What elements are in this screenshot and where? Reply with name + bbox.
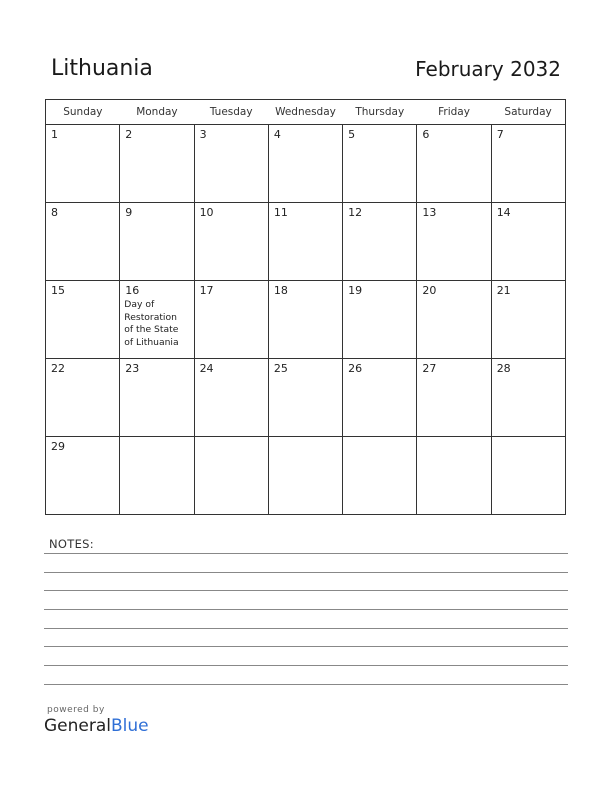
day-cell[interactable]: [491, 437, 565, 515]
weekday-thursday: Thursday: [343, 100, 417, 125]
day-cell[interactable]: [120, 359, 194, 437]
weekday-saturday: Saturday: [491, 100, 565, 125]
day-number: [417, 437, 490, 440]
day-number: [269, 437, 342, 440]
day-cell[interactable]: [343, 281, 417, 359]
holiday-label-line: of the State: [124, 324, 179, 335]
day-cell[interactable]: [491, 359, 565, 437]
day-number: 25: [273, 362, 288, 375]
day-number: 7: [496, 128, 504, 141]
day-number: 22: [51, 362, 65, 375]
day-number: [195, 437, 268, 440]
day-number: 24: [199, 362, 214, 375]
day-number: 28: [496, 362, 511, 375]
weekday-wednesday: Wednesday: [268, 100, 342, 125]
day-cell[interactable]: [194, 359, 268, 437]
day-cell[interactable]: [268, 281, 342, 359]
holiday-label: [120, 297, 193, 349]
week-row: [46, 437, 566, 515]
week-row: [46, 203, 566, 281]
day-cell[interactable]: [268, 125, 342, 203]
day-number: 19: [348, 284, 363, 297]
day-cell[interactable]: [268, 359, 342, 437]
day-number: 13: [422, 206, 437, 219]
notes-line: [44, 553, 568, 554]
day-number: 3: [199, 128, 207, 141]
notes-line: [44, 590, 568, 591]
holiday-label-line: Day of: [124, 299, 155, 310]
day-number: 21: [496, 284, 511, 297]
powered-by-text: powered by: [47, 705, 105, 715]
weekday-tuesday: Tuesday: [194, 100, 268, 125]
day-number: 26: [348, 362, 363, 375]
notes-line: [44, 572, 568, 573]
day-number: 20: [422, 284, 437, 297]
day-number: 9: [125, 206, 133, 219]
day-cell[interactable]: [120, 125, 194, 203]
day-number: 5: [348, 128, 356, 141]
day-cell[interactable]: [46, 437, 120, 515]
day-cell[interactable]: [194, 281, 268, 359]
day-cell[interactable]: [46, 125, 120, 203]
day-cell[interactable]: [268, 203, 342, 281]
day-number: 14: [496, 206, 511, 219]
notes-line: [44, 665, 568, 666]
brand-blue: Blue: [111, 716, 149, 736]
calendar-grid: [45, 99, 566, 515]
holiday-label-line: Restoration: [124, 311, 177, 323]
day-number: 16: [125, 284, 140, 297]
day-number: [120, 437, 193, 440]
day-cell[interactable]: [491, 125, 565, 203]
day-number: 17: [199, 284, 214, 297]
notes-line: [44, 609, 568, 610]
day-cell[interactable]: [417, 281, 491, 359]
day-cell[interactable]: [120, 281, 194, 359]
day-number: 27: [422, 362, 437, 375]
day-number: [343, 437, 416, 440]
weekday-header-row: [46, 100, 566, 125]
day-cell[interactable]: [46, 359, 120, 437]
holiday-label-line: of Lithuania: [124, 336, 179, 348]
day-cell[interactable]: [343, 125, 417, 203]
day-cell[interactable]: [417, 359, 491, 437]
day-number: 23: [125, 362, 140, 375]
brand-logo: [44, 716, 149, 736]
day-cell[interactable]: [491, 281, 565, 359]
day-number: 11: [273, 206, 288, 219]
day-cell[interactable]: [46, 281, 120, 359]
day-number: 4: [273, 128, 281, 141]
notes-line: [44, 628, 568, 629]
day-cell[interactable]: [194, 437, 268, 515]
day-cell[interactable]: [120, 203, 194, 281]
weekday-monday: Monday: [120, 100, 194, 125]
week-row: [46, 125, 566, 203]
day-cell[interactable]: [194, 203, 268, 281]
day-cell[interactable]: [120, 437, 194, 515]
country-title: Lithuania: [51, 56, 153, 81]
day-cell[interactable]: [417, 437, 491, 515]
day-cell[interactable]: [194, 125, 268, 203]
notes-label: NOTES:: [49, 537, 94, 551]
day-cell[interactable]: [343, 437, 417, 515]
day-cell[interactable]: [46, 203, 120, 281]
day-cell[interactable]: [417, 125, 491, 203]
day-number: 2: [125, 128, 133, 141]
day-cell[interactable]: [268, 437, 342, 515]
day-number: 6: [422, 128, 430, 141]
day-number: 29: [51, 440, 65, 453]
day-number: 15: [51, 284, 65, 297]
day-number: 1: [51, 128, 58, 141]
day-cell[interactable]: [491, 203, 565, 281]
weekday-sunday: Sunday: [46, 100, 120, 125]
day-number: [492, 437, 565, 440]
day-cell[interactable]: [417, 203, 491, 281]
weekday-friday: Friday: [417, 100, 491, 125]
week-row: [46, 281, 566, 359]
week-row: [46, 359, 566, 437]
day-cell[interactable]: [343, 203, 417, 281]
day-number: 8: [51, 206, 58, 219]
day-number: 12: [348, 206, 363, 219]
day-cell[interactable]: [343, 359, 417, 437]
day-number: 10: [199, 206, 214, 219]
notes-line: [44, 684, 568, 685]
notes-line: [44, 646, 568, 647]
month-title: February 2032: [415, 57, 561, 81]
day-number: 18: [273, 284, 288, 297]
brand-general: General: [44, 716, 111, 736]
